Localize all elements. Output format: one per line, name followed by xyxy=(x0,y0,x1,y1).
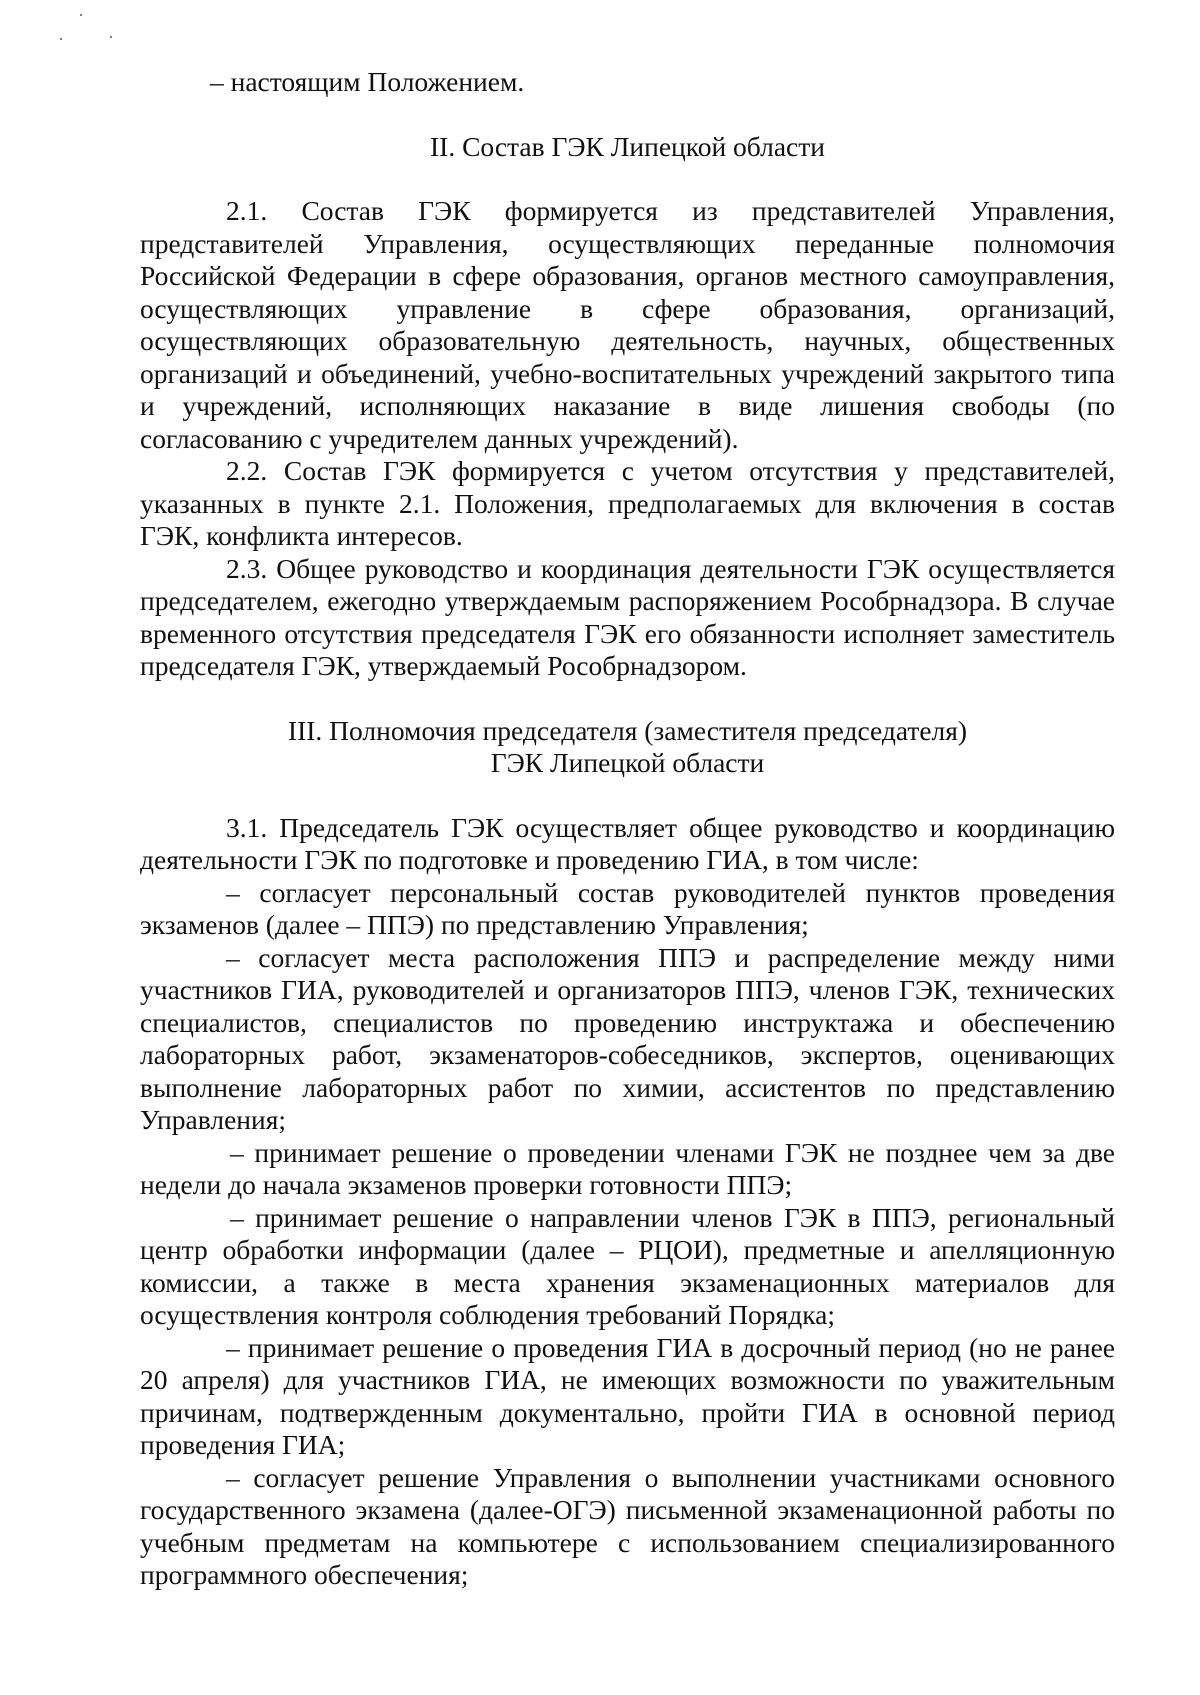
paragraph-2-2: 2.2. Состав ГЭК формируется с учетом отсутствия у представителей, указанных в пункте 2.1. Положения, предполагаемых для включения в состав ГЭК, конфликта интересов. xyxy=(140,455,1115,551)
intro-line: – настоящим Положением. xyxy=(210,66,525,97)
paragraph-2-3: 2.3. Общее руководство и координация деятельности ГЭК осуществляется председателем, ежегодно утверждаемым распоряжением Рособрнадзора. В случае временного отсутствия председателя ГЭК его обязанности исполняет заместитель председателя ГЭК, утверждаемый Рособрнадзором. xyxy=(140,552,1115,681)
paragraph-2-1: 2.1. Состав ГЭК формируется из представителей Управления, представителей Управления, осуществляющих переданные полномочия Российской Федерации в сфере образования, органов местного самоуправления, осуществляющих управление в сфере образования, организаций, осуществляющих образовательную деятельность, научных, общественных организаций и объединений, учебно-воспитательных учреждений закрытого типа и учреждений, исполняющих наказание в виде лишения свободы (по согласованию с учредителем данных учреждений). xyxy=(140,195,1115,454)
section-3-heading-line2: ГЭК Липецкой области xyxy=(490,747,765,778)
list-item: – согласует места расположения ППЭ и распределение между ними участников ГИА, руководителей и организаторов ППЭ, членов ГЭК, технических специалистов, специалистов по проведению инструктажа и обеспечению лабораторных работ, экзаменаторов-собеседников, экспертов, оценивающих выполнение лабораторных работ по химии, ассистентов по представлению Управления; xyxy=(140,941,1115,1135)
paragraph-3-1: 3.1. Председатель ГЭК осуществляет общее руководство и координацию деятельности ГЭК по подготовке и проведению ГИА, в том числе: xyxy=(140,811,1115,875)
list-item: – принимает решение о направлении членов ГЭК в ППЭ, региональный центр обработки информации (далее – РЦОИ), предметные и апелляционную комиссии, а также в места хранения экзаменационных материалов для осуществления контроля соблюдения требований Порядка; xyxy=(140,1201,1115,1330)
list-item: – согласует решение Управления о выполнении участниками основного государственного экзамена (далее-ОГЭ) письменной экзаменационной работы по учебным предметам на компьютере с использованием специализированного программного обеспечения; xyxy=(140,1461,1115,1590)
list-item: – согласует персональный состав руководителей пунктов проведения экзаменов (далее – ППЭ) по представлению Управления; xyxy=(140,876,1115,940)
section-2-heading: II. Состав ГЭК Липецкой области xyxy=(430,130,825,162)
document-body xyxy=(140,66,1115,1592)
scan-speck xyxy=(110,36,112,38)
scan-speck xyxy=(60,38,62,40)
section-3-heading-line1: III. Полномочия председателя (заместителя председателя) xyxy=(287,714,968,746)
list-item: – принимает решение о проведения ГИА в досрочный период (но не ранее 20 апреля) для участников ГИА, не имеющих возможности по уважительным причинам, подтвержденным документально, пройти ГИА в основной период проведения ГИА; xyxy=(140,1331,1115,1460)
scan-speck xyxy=(80,14,82,16)
list-item: – принимает решение о проведении членами ГЭК не позднее чем за две недели до начала экзаменов проверки готовности ППЭ; xyxy=(140,1136,1115,1200)
